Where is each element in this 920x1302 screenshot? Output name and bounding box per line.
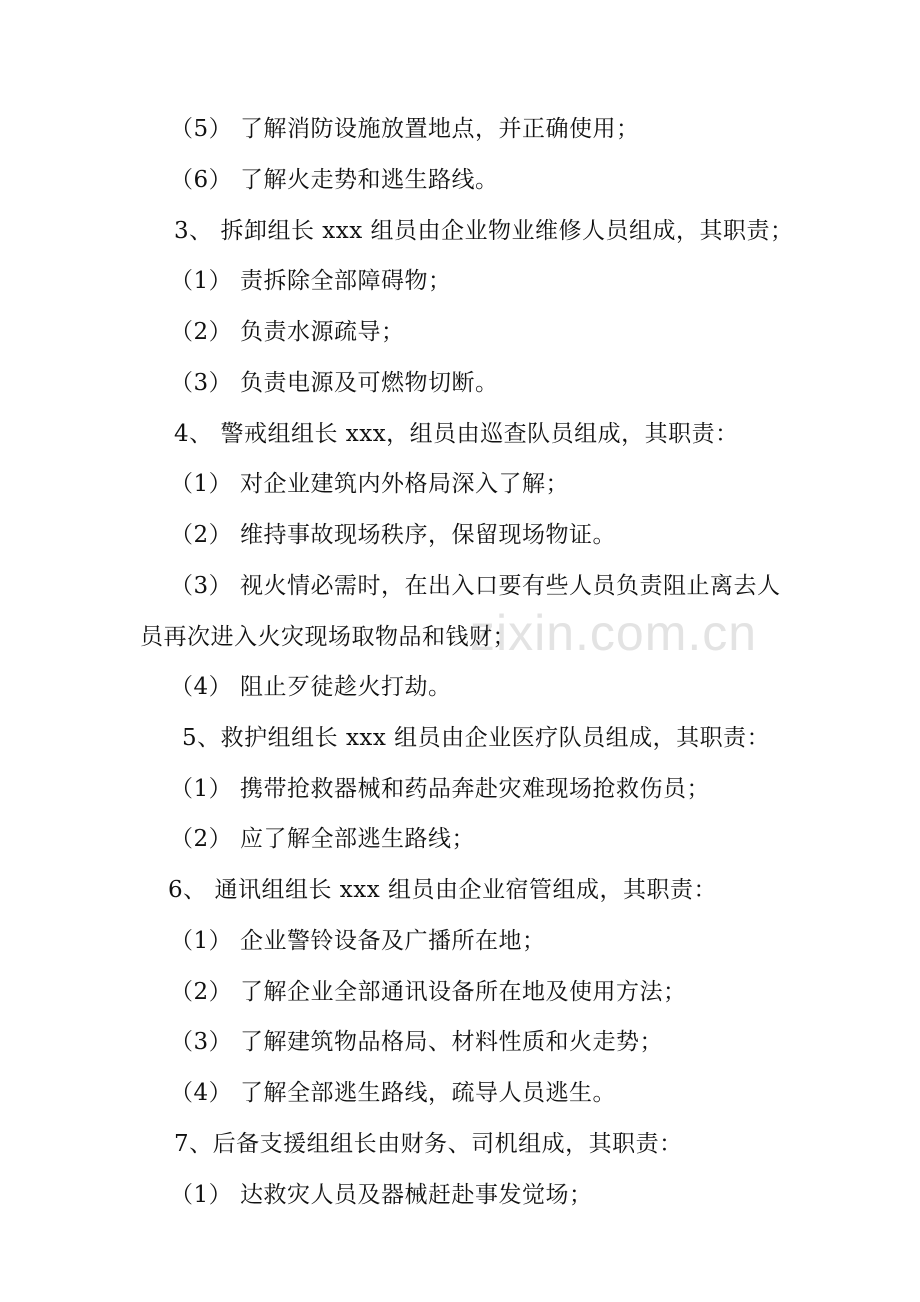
text-line: （3） 视火情必需时，在出入口要有些人员负责阻止离去人 <box>170 573 781 599</box>
text-line: （2） 维持事故现场秩序，保留现场物证。 <box>170 522 616 548</box>
watermark: zixin.com.cn <box>470 605 758 661</box>
section-heading: 7、后备支援组组长由财务、司机组成，其职责： <box>174 1131 683 1157</box>
text-line: （4） 了解全部逃生路线，疏导人员逃生。 <box>170 1080 616 1106</box>
section-heading: 6、 通讯组组长 xxx 组员由企业宿管组成，其职责： <box>168 877 717 903</box>
section-heading: 3、 拆卸组长 xxx 组员由企业物业维修人员组成，其职责； <box>174 218 794 244</box>
text-line: （2） 负责水源疏导； <box>170 319 405 345</box>
section-heading: 4、 警戒组组长 xxx，组员由巡查队员组成，其职责： <box>174 421 739 447</box>
text-line: （6） 了解火走势和逃生路线。 <box>170 167 499 193</box>
text-line: （1） 企业警铃设备及广播所在地； <box>170 928 546 954</box>
text-line-continuation: 员再次进入火灾现场取物品和钱财； <box>140 624 516 650</box>
text-line: （4） 阻止歹徒趁火打劫。 <box>170 674 452 700</box>
text-line: （1） 对企业建筑内外格局深入了解； <box>170 471 569 497</box>
text-line: （5） 了解消防设施放置地点，并正确使用； <box>170 116 640 142</box>
text-line: （1） 责拆除全部障碍物； <box>170 268 452 294</box>
text-line: （1） 达救灾人员及器械赶赴事发觉场； <box>170 1182 593 1208</box>
text-line: （2） 应了解全部逃生路线； <box>170 826 475 852</box>
text-line: （3） 了解建筑物品格局、材料性质和火走势； <box>170 1029 663 1055</box>
text-line: （2） 了解企业全部通讯设备所在地及使用方法； <box>170 979 687 1005</box>
section-heading: 5、救护组组长 xxx 组员由企业医疗队员组成，其职责： <box>182 725 771 751</box>
text-line: （1） 携带抢救器械和药品奔赴灾难现场抢救伤员； <box>170 776 710 802</box>
text-line: （3） 负责电源及可燃物切断。 <box>170 370 499 396</box>
